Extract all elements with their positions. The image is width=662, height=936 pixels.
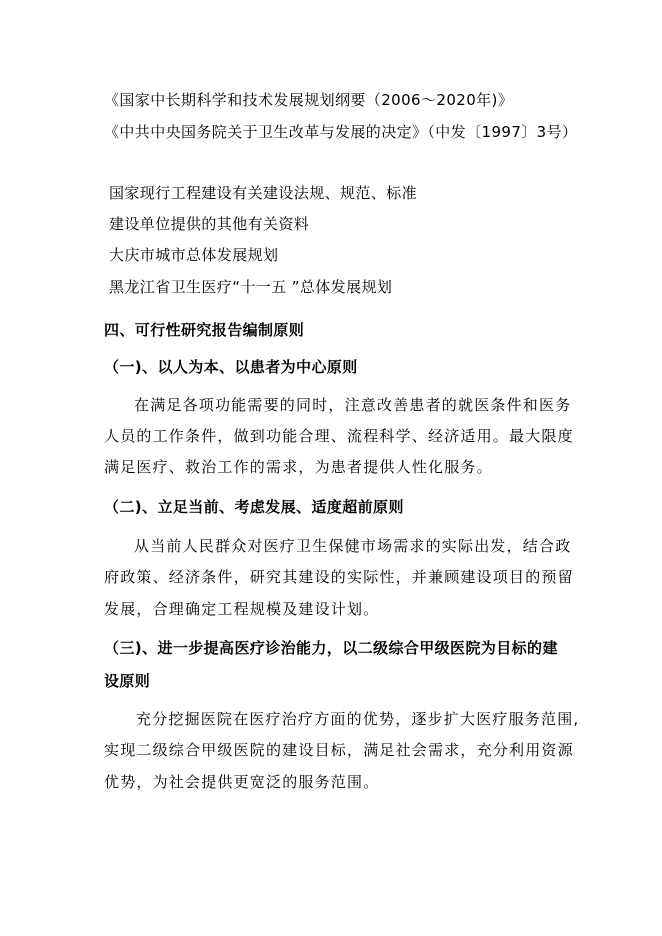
reference-line: 《国家中长期科学和技术发展规划纲要（2006～2020年)》	[104, 91, 514, 109]
paragraph-line: 充分挖掘医院在医疗治疗方面的优势，逐步扩大医疗服务范围,	[136, 710, 580, 728]
reference-line: 《中共中央国务院关于卫生改革与发展的决定》（中发〔1997〕3号）	[104, 123, 578, 141]
list-item: 国家现行工程建设有关建设法规、规范、标准	[109, 184, 418, 202]
paragraph-line: 满足医疗、救治工作的需求，为患者提供人性化服务。	[104, 458, 493, 476]
list-item: 大庆市城市总体发展规划	[109, 246, 279, 264]
principle-heading: （一)、以人为本、以患者为中心原则	[104, 358, 358, 376]
section-heading: 四、可行性研究报告编制原则	[104, 321, 305, 339]
paragraph-line: 发展，合理确定工程规模及建设计划。	[104, 600, 380, 618]
principle-heading: （二)、立足当前、考虑发展、适度超前原则	[104, 498, 404, 516]
paragraph-line: 实现二级综合甲级医院的建设目标，满足社会需求，充分利用资源	[104, 741, 574, 759]
paragraph-line: 在满足各项功能需要的同时，注意改善患者的就医条件和医务	[134, 396, 572, 414]
list-item: 黑龙江省卫生医疗“十一五 ”总体发展规划	[109, 278, 393, 296]
paragraph-line: 人员的工作条件，做到功能合理、流程科学、经济适用。最大限度	[104, 427, 574, 445]
paragraph-line: 从当前人民群众对医疗卫生保健市场需求的实际出发，结合政	[134, 537, 572, 555]
principle-heading: （三)、进一步提高医疗诊治能力，以二级综合甲级医院为目标的建	[104, 639, 558, 657]
paragraph-line: 优势，为社会提供更宽泛的服务范围。	[104, 773, 380, 791]
list-item: 建设单位提供的其他有关资料	[109, 215, 310, 233]
paragraph-line: 府政策、经济条件，研究其建设的实际性，并兼顾建设项目的预留	[104, 568, 574, 586]
principle-heading-cont: 设原则	[104, 672, 151, 690]
